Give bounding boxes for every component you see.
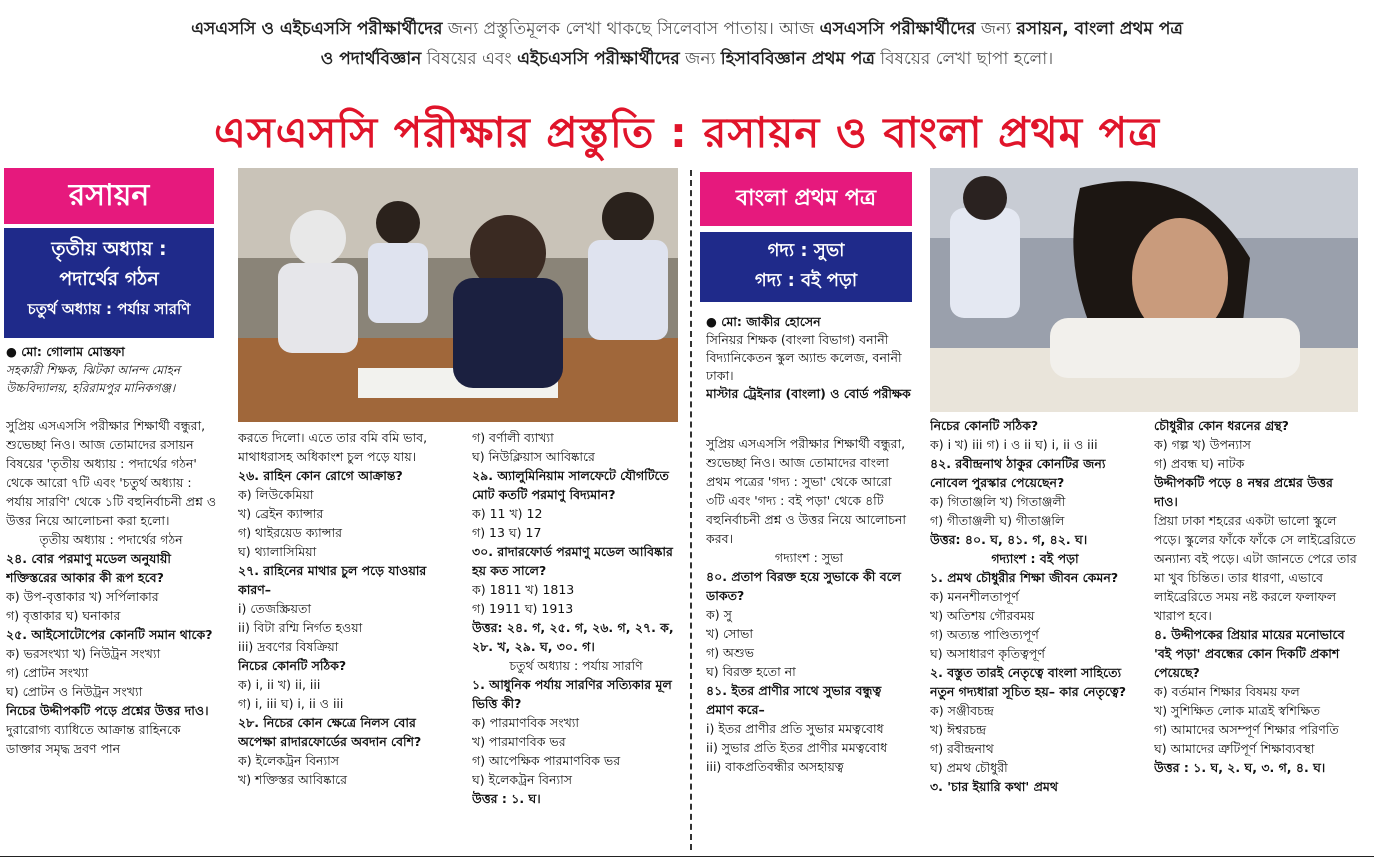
option: i) ইতর প্রাণীর প্রতি সুভার মমত্ববোধ [706,721,884,736]
question: ২৪. বোর পরমাণু মডেল অনুযায়ী শক্তিস্তরের আকার কী রূপ হবে? [6,551,171,585]
bangla-author-block [706,312,916,403]
instruction: নিচের উদ্দীপকটি পড়ে প্রশ্নের উত্তর দাও। [6,703,209,718]
intro-part: জন্য প্রস্তুতিমূলক লেখা থাকছে সিলেবাস পাতায়। আজ [442,19,820,39]
chemistry-subject-banner: রসায়ন [4,168,214,224]
question: ৪১. ইতর প্রাণীর সাথে সুভার বন্ধুত্ব প্রমাণ করে– [706,683,882,717]
bangla-subject-banner: বাংলা প্রথম পত্র [700,172,912,226]
exam-student-photo-image [930,168,1358,412]
paragraph: প্রিয়া ঢাকা শহরের একটা ভালো স্কুলে পড়ে। স্কুলের ফাঁকে ফাঁকে সে লাইব্রেরিতে অন্যান্য বই পড়ে। এটা জানতে পেরে তার মা খুব চিন্তিত। তার ধারণা, এভাবে লাইব্রেরিতে সময় নষ্ট করলে ফলাফল খারাপ হবে। [1154,513,1357,623]
option: ক) লিউকেমিয়া [238,487,314,502]
option: ক) 11 খ) 12 [472,506,543,521]
option: খ) ব্রেইন ক্যান্সার [238,506,324,521]
option: গ) প্রবন্ধ ঘ) নাটক [1154,456,1245,471]
chemistry-column-3 [472,428,680,846]
classroom-photo-image [238,168,678,422]
option: ক) বর্তমান শিক্ষার বিষময় ফল [1154,684,1300,699]
intro-part: হিসাববিজ্ঞান প্রথম পত্র [720,49,875,69]
section-heading: গদ্যাংশ : বই পড়া [991,551,1079,566]
question: ২৬. রাহিন কোন রোগে আক্রান্ত? [238,468,403,483]
section-heading: চতুর্থ অধ্যায় : পর্যায় সারণি [509,658,643,673]
column-divider [690,170,692,850]
option: গ) আপেক্ষিক পারমাণবিক ভর [472,753,621,768]
option: গ) অত্যন্ত পাণ্ডিত্যপূর্ণ [930,627,1039,642]
option: iii) দ্রবণের বিষক্রিয়া [238,639,339,654]
chapter-3-title: পদার্থের গঠন [59,268,159,290]
question: ১. প্রমথ চৌধুরীর শিক্ষা জীবন কেমন? [930,570,1119,585]
option: ii) সুভার প্রতি ইতর প্রাণীর মমত্ববোধ [706,740,888,755]
option: ক) মননশীলতাপূর্ণ [930,589,1019,604]
question: ৩. 'চার ইয়ারি কথা' প্রমথ [930,779,1058,794]
option: ক) সু [706,607,732,622]
option: ঘ) আমাদের ত্রুটিপূর্ণ শিক্ষাব্যবস্থা [1154,741,1315,756]
option: গ) 13 ঘ) 17 [472,525,542,540]
answer-key: উত্তর: ৪০. ঘ, ৪১. গ, ৪২. ঘ। [930,532,1088,547]
option: ক) i খ) iii গ) i ও ii ঘ) i, ii ও iii [930,437,1098,452]
bangla-topic-1: গদ্য : সুভা [767,240,845,261]
option: ক) সঞ্জীবচন্দ্র [930,703,994,718]
question: ২৫. আইসোটোপের কোনটি সমান থাকে? [6,627,213,642]
option: ঘ) অসাধারণ কৃতিত্বপূর্ণ [930,646,1045,661]
option: ঘ) নিউক্লিয়াস আবিষ্কারে [472,449,595,464]
question: ২৭. রাহিনের মাথার চুল পড়ে যাওয়ার কারণ– [238,563,427,597]
intro-part: এইচএসসি পরীক্ষার্থীদের [517,49,680,69]
intro-line-2 [0,44,1374,74]
intro-part: এসএসসি ও এইচএসসি পরীক্ষার্থীদের [191,19,443,39]
chapter-4-title: চতুর্থ অধ্যায় : পর্যায় সারণি [27,300,191,318]
answer-key: উত্তর : ১. ঘ, ২. ঘ, ৩. গ, ৪. ঘ। [1154,760,1326,775]
intro-line-1 [0,14,1374,44]
option: ঘ) বিরক্ত হতো না [706,664,796,679]
option: খ) শক্তিস্তর আবিষ্কারে [238,772,348,787]
bangla-column-3 [1154,416,1360,846]
instruction: নিচের কোনটি সঠিক? [930,418,1039,433]
option: ঘ) প্রমথ চৌধুরী [930,760,1008,775]
option: ঘ) থ্যালাসিমিয়া [238,544,317,559]
answer-key: উত্তর: ২৪. গ, ২৫. গ, ২৬. গ, ২৭. ক, ২৮. খ, ২৯. ঘ, ৩০. গ। [472,620,674,654]
option: গ) বর্ণালী ব্যাখ্যা [472,430,554,445]
option: গ) আমাদের অসম্পূর্ণ শিক্ষার পরিণতি [1154,722,1339,737]
paragraph: সুপ্রিয় এসএসসি পরীক্ষার শিক্ষার্থী বন্ধুরা, শুভেচ্ছা নিও। আজ তোমাদের রসায়ন বিষয়ের 'তৃতীয় অধ্যায় : পদার্থের গঠন' থেকে আরো ৭টি এবং 'চতুর্থ অধ্যায় : পর্যায় সারণি' থেকে ১টি বহুনির্বাচনী প্রশ্ন ও উত্তর নিয়ে আলোচনা করা হলো। [6,418,216,528]
bangla-column-2 [930,416,1140,846]
option: গ) i, iii ঘ) i, ii ও iii [238,696,344,711]
paragraph: করতে দিলো। এতে তার বমি বমি ভাব, মাথাধরাসহ অধিকাংশ চুল পড়ে যায়। [238,430,428,464]
intro-part: জন্য [679,49,721,69]
bottom-rule [0,856,1374,857]
paragraph: দুরারোগ্য ব্যাধিতে আক্রান্ত রাহিনকে ডাক্তার সমৃদ্ধ দ্রবণ পান [6,722,181,756]
option: ঘ) ইলেকট্রন বিন্যাস [472,772,572,787]
option: ক) গিতাঞ্জলি খ) গিতাঞ্জলী [930,494,1066,509]
bangla-author-info: সিনিয়র শিক্ষক (বাংলা বিভাগ) বনানী বিদ্যানিকেতন স্কুল অ্যান্ড কলেজ, বনানী ঢাকা। [706,332,902,383]
option: গ) অশুভ [706,645,754,660]
intro-part: ও পদার্থবিজ্ঞান [320,49,422,69]
question: ৪০. প্রতাপ বিরক্ত হয়ে সুভাকে কী বলে ডাকত? [706,569,902,603]
question: ১. আধুনিক পর্যায় সারণির সত্যিকার মূল ভিত্তি কী? [472,677,672,711]
chemistry-column-2 [238,428,456,846]
option: ii) বিটা রশ্মি নির্গত হওয়া [238,620,363,635]
option: গ) রবীন্দ্রনাথ [930,741,994,756]
option: গ) 1911 ঘ) 1913 [472,601,574,616]
question: ২৯. অ্যালুমিনিয়াম সালফেটে যৌগটিতে মোট কতটি পরমাণু বিদ্যমান? [472,468,669,502]
option: গ) বৃত্তাকার ঘ) ঘনাকার [6,608,121,623]
intro-part: জন্য [975,19,1017,39]
page-headline: এসএসসি পরীক্ষার প্রস্তুতি : রসায়ন ও বাংলা প্রথম পত্র [213,108,1161,157]
instruction: উদ্দীপকটি পড়ে ৪ নম্বর প্রশ্নের উত্তর দাও। [1154,475,1333,509]
section-heading: গদ্যাংশ : সুভা [774,550,844,565]
option: গ) প্রোটন সংখ্যা [6,665,89,680]
question: চৌধুরীর কোন ধরনের গ্রন্থ? [1154,418,1289,433]
option: ক) উপ-বৃত্তাকার খ) সর্পিলাকার [6,589,159,604]
bangla-column-1 [706,434,912,846]
paragraph: সুপ্রিয় এসএসসি পরীক্ষার শিক্ষার্থী বন্ধুরা, শুভেচ্ছা নিও। আজ তোমাদের বাংলা প্রথম পত্রের 'গদ্য : সুভা' থেকে আরো ৩টি এবং 'গদ্য : বই পড়া' থেকে ৪টি বহুনির্বাচনী প্রশ্ন ও উত্তর নিয়ে আলোচনা করব। [706,436,906,546]
option: খ) সুশিক্ষিত লোক মাত্রই স্বশিক্ষিত [1154,703,1320,718]
option: খ) পারমাণবিক ভর [472,734,566,749]
question: ৪২. রবীন্দ্রনাথ ঠাকুর কোনটির জন্য নোবেল পুরস্কার পেয়েছেন? [930,456,1106,490]
option: গ) গীতাঞ্জলী ঘ) গীতাঞ্জলি [930,513,1065,528]
chemistry-author-info: সহকারী শিক্ষক, ঝিটকা আনন্দ মোহন উচ্চবিদ্যালয়, হরিরামপুর মানিকগঞ্জ। [6,363,181,395]
chemistry-chapter-box [4,228,214,338]
option: খ) সোভা [706,626,753,641]
option: ক) গল্প খ) উপন্যাস [1154,437,1251,452]
option: i) তেজস্ক্রিয়তা [238,601,311,616]
question: ২৮. নিচের কোন ক্ষেত্রে নিলস বোর অপেক্ষা রাদারফোর্ডের অবদান বেশি? [238,715,422,749]
intro-text [0,14,1374,74]
option: খ) অতিশয় গৌরবময় [930,608,1035,623]
option: iii) বাকপ্রতিবন্ধীর অসহায়ত্ব [706,759,844,774]
option: খ) ঈশ্বরচন্দ্র [930,722,987,737]
option: ক) পারমাণবিক সংখ্যা [472,715,580,730]
option: ক) 1811 খ) 1813 [472,582,575,597]
classroom-photo [238,168,678,422]
question: ৪. উদ্দীপকের প্রিয়ার মায়ের মনোভাবে 'বই পড়া' প্রবন্ধের কোন দিকটি প্রকাশ পেয়েছে? [1154,627,1345,680]
chemistry-author-block [6,342,216,397]
answer-key: উত্তর : ১. ঘ। [472,791,541,806]
intro-part: রসায়ন, বাংলা প্রথম পত্র [1016,19,1183,39]
intro-part: এসএসসি পরীক্ষার্থীদের [819,19,976,39]
bangla-author-name: ● মো: জাকীর হোসেন [706,314,821,329]
intro-part: বিষয়ের এবং [421,49,518,69]
chemistry-column-1 [6,416,216,846]
option: ক) i, ii খ) ii, iii [238,677,321,692]
instruction: নিচের কোনটি সঠিক? [238,658,347,673]
option: ক) ইলেকট্রন বিন্যাস [238,753,339,768]
option: ঘ) প্রোটন ও নিউট্রন সংখ্যা [6,684,143,699]
bangla-author-role: মাস্টার ট্রেইনার (বাংলা) ও বোর্ড পরীক্ষক [706,386,911,401]
option: ক) ভরসংখ্যা খ) নিউট্রন সংখ্যা [6,646,161,661]
question: ৩০. রাদারফোর্ড পরমাণু মডেল আবিষ্কার হয় কত সালে? [472,544,673,578]
bangla-topic-2: গদ্য : বই পড়া [754,270,858,291]
option: গ) থাইরয়েড ক্যান্সার [238,525,343,540]
bangla-topic-box [700,232,912,302]
section-heading: তৃতীয় অধ্যায় : পদার্থের গঠন [39,532,183,547]
chemistry-author-name: ● মো: গোলাম মোস্তফা [6,344,125,359]
intro-part: বিষয়ের লেখা ছাপা হলো। [874,49,1054,69]
exam-student-photo [930,168,1358,412]
question: ২. বস্তুত তারই নেতৃত্বে বাংলা সাহিত্যে নতুন গদ্যধারা সূচিত হয়– কার নেতৃত্বে? [930,665,1127,699]
chapter-3-label: তৃতীয় অধ্যায় : [51,238,167,260]
